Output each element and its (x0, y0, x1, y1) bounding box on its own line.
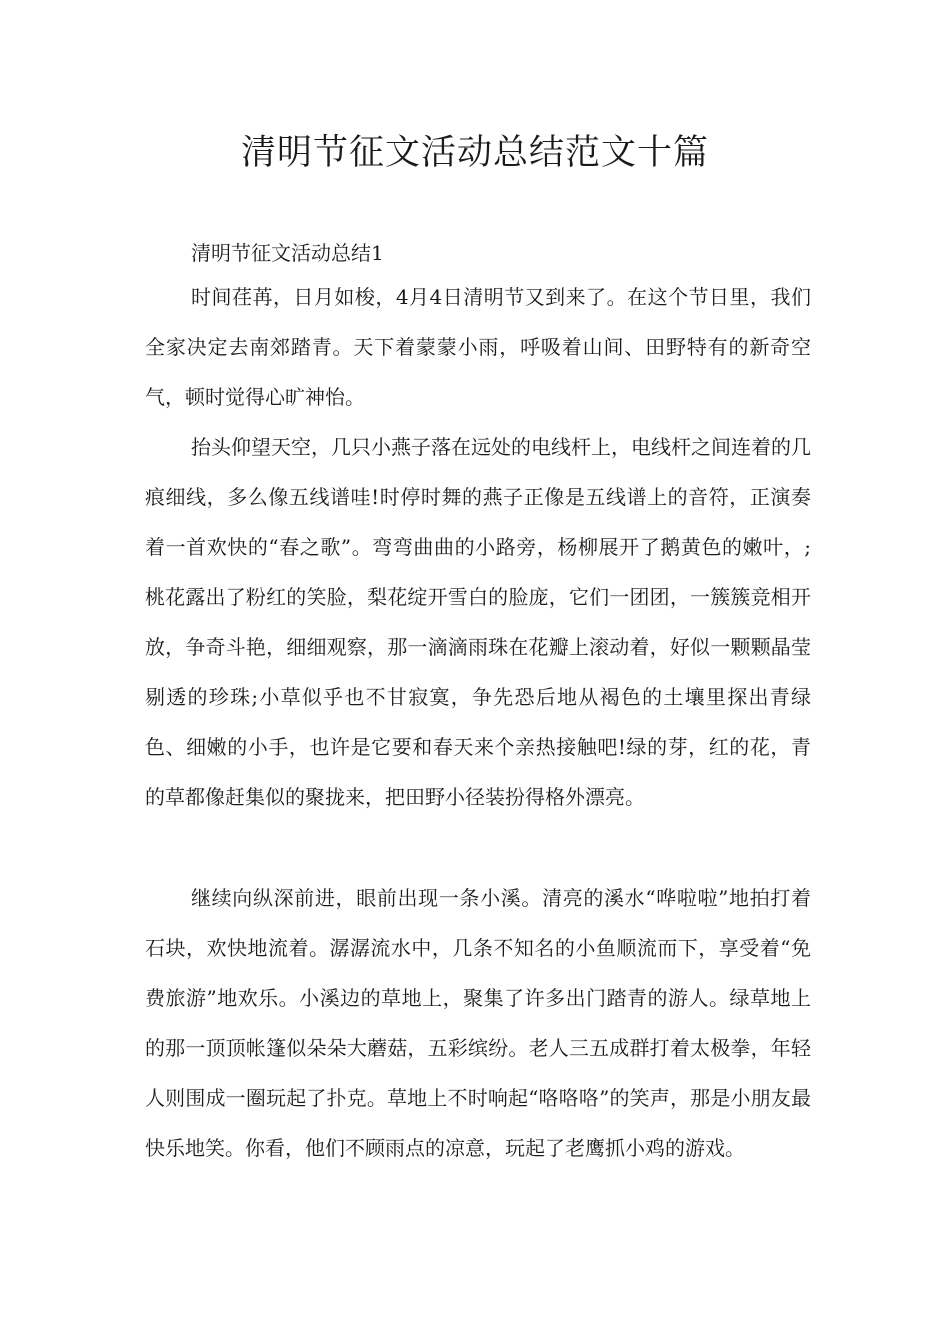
paragraph-3: 继续向纵深前进，眼前出现一条小溪。清亮的溪水“哗啦啦”地拍打着石块，欢快地流着。潺潺流水中，几条不知名的小鱼顺流而下，享受着“免费旅游”地欢乐。小溪边的草地上，聚集了许多出门踏青的游人。绿草地上的那一顶顶帐篷似朵朵大蘑菇，五彩缤纷。老人三五成群打着太极拳，年轻人则围成一圈玩起了扑克。草地上不时响起“咯咯咯”的笑声，那是小朋友最快乐地笑。你看，他们不顾雨点的凉意，玩起了老鹰抓小鸡的游戏。 (145, 886, 811, 1160)
paragraph-1: 时间荏苒，日月如梭，4月4日清明节又到来了。在这个节日里，我们全家决定去南郊踏青。天下着蒙蒙小雨，呼吸着山间、田野特有的新奇空气，顿时觉得心旷神怡。 (145, 285, 811, 409)
section-heading: 清明节征文活动总结1 (191, 241, 384, 265)
paragraph-2: 抬头仰望天空，几只小燕子落在远处的电线杆上，电线杆之间连着的几痕细线，多么像五线谱哇!时停时舞的燕子正像是五线谱上的音符，正演奏着一首欢快的“春之歌”。弯弯曲曲的小路旁，杨柳展开了鹅黄色的嫩叶，;桃花露出了粉红的笑脸，梨花绽开雪白的脸庞，它们一团团，一簇簇竞相开放，争奇斗艳，细细观察，那一滴滴雨珠在花瓣上滚动着，好似一颗颗晶莹剔透的珍珠;小草似乎也不甘寂寞，争先恐后地从褐色的土壤里探出青绿色、细嫩的小手，也许是它要和春天来个亲热接触吧!绿的芽，红的花，青的草都像赶集似的聚拢来，把田野小径装扮得格外漂亮。 (145, 435, 811, 809)
document-title: 清明节征文活动总结范文十篇 (240, 133, 709, 173)
